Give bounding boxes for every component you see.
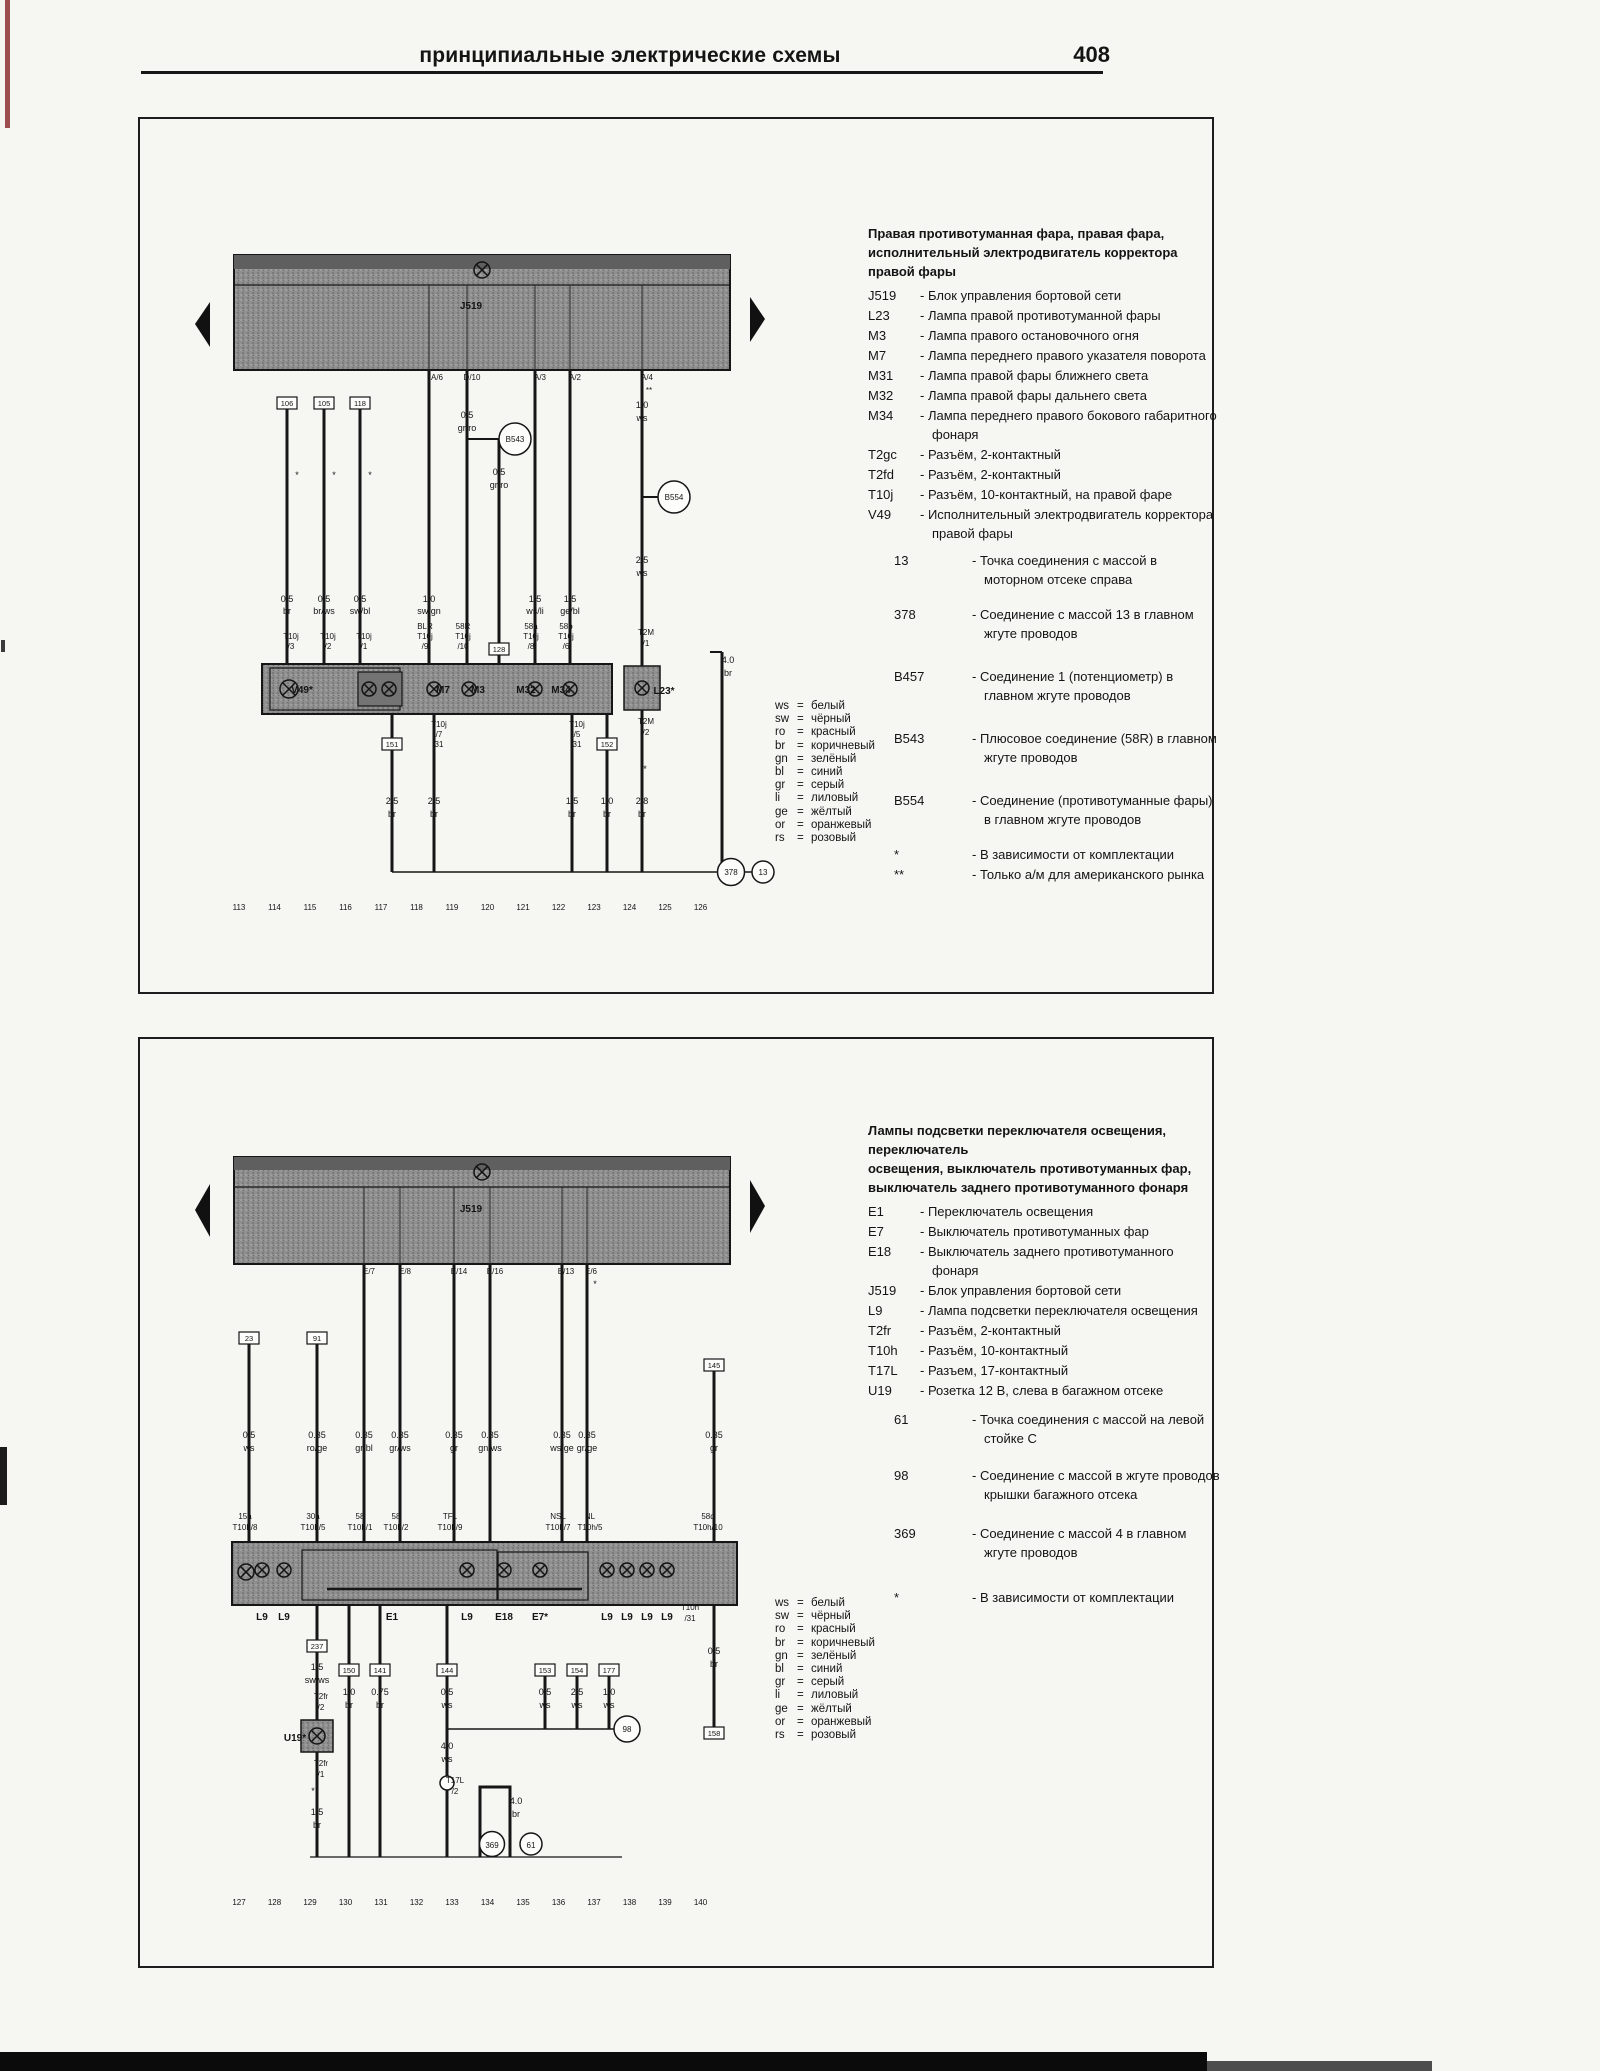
schematic-label: 23 (244, 1334, 254, 1343)
schematic-label: 4.0 (440, 1741, 454, 1751)
wire-color-legend-2 (775, 1597, 895, 1742)
schematic-label: 152 (600, 740, 614, 749)
legend-title: Лампы подсветки переключателя освещения, переключатель освещения, выключатель противотуманных фар, выключатель заднего противотуманного фонаря (868, 1123, 1192, 1195)
schematic-label: M34 (551, 685, 571, 696)
schematic-label: T2fr (313, 1759, 329, 1768)
color-row: br = коричневый (775, 1636, 875, 1649)
legend-entry: T2gc - Разъём, 2-контактный (868, 447, 1061, 462)
schematic-label: ws (243, 1443, 255, 1453)
schematic-label: 0.5 (492, 467, 506, 477)
schematic-label: T10h/1 (347, 1523, 373, 1532)
schematic-label: U19* (283, 1733, 307, 1744)
color-row: sw = чёрный (775, 713, 851, 726)
schematic-label: ro/ge (306, 1443, 328, 1453)
schematic-label: gr/ro (457, 423, 477, 433)
scan-artifact (1207, 2061, 1432, 2071)
schematic-label: 150 (342, 1666, 356, 1675)
schematic-label: 1.5 (528, 594, 542, 604)
schematic-label: br (282, 606, 292, 616)
schematic-label: /9 (421, 642, 429, 651)
schematic-label: 133 (445, 1898, 459, 1907)
schematic-label: L23* (653, 686, 675, 697)
schematic-label: T10j (417, 632, 433, 641)
schematic-label: E/8 (398, 1267, 412, 1276)
schematic-label: 123 (587, 903, 601, 912)
schematic-label: 140 (693, 1898, 708, 1907)
schematic-label: 1.5 (310, 1807, 324, 1817)
scan-artifact (0, 2052, 1207, 2071)
wiring-schematic-right-headlamp (162, 182, 802, 942)
color-row: ws = белый (775, 1597, 845, 1609)
legend-entry: E18 - Выключатель заднего противотуманного фонаря (868, 1244, 1174, 1278)
schematic-label: 151 (385, 740, 399, 749)
schematic-label: 119 (445, 903, 459, 912)
schematic-label: sw/ws (304, 1675, 330, 1685)
schematic-label: br (344, 1700, 354, 1710)
schematic-label: 116 (339, 903, 352, 912)
diagram-frame-right-foglamp (138, 117, 1217, 994)
schematic-label: 58 (355, 1512, 365, 1521)
schematic-label: /2 (324, 642, 332, 651)
schematic-label: 0.5 (280, 594, 294, 604)
schematic-label: T10h/5 (577, 1523, 603, 1532)
schematic-label: 137 (587, 1898, 601, 1907)
legend-entry: M31 - Лампа правой фары ближнего света (868, 368, 1149, 383)
schematic-label: M7 (436, 685, 450, 696)
schematic-label: ws (539, 1700, 551, 1710)
legend-entry: L9 - Лампа подсветки переключателя освещения (868, 1303, 1198, 1318)
schematic-label: TFL (442, 1512, 458, 1521)
color-row: gr = серый (775, 1676, 845, 1689)
schematic-label: 127 (232, 1898, 246, 1907)
schematic-label: A/6 (430, 373, 444, 382)
schematic-label: T10j (455, 632, 471, 641)
header-rule (141, 71, 1103, 74)
color-row: ge = жёлтый (775, 805, 852, 818)
schematic-label: L9 (461, 1612, 473, 1623)
legend-entry: J519 - Блок управления бортовой сети (868, 288, 1122, 303)
schematic-label: 106 (280, 399, 294, 408)
color-row: gn = зелёный (775, 1649, 857, 1662)
schematic-label: br (709, 1659, 719, 1669)
color-row: rs = розовый (775, 1729, 857, 1742)
schematic-label: 0.35 (391, 1430, 409, 1440)
schematic-label: 115 (303, 903, 317, 912)
legend-entry: E7 - Выключатель противотуманных фар (868, 1224, 1149, 1239)
legend-entry: M32 - Лампа правой фары дальнего света (868, 388, 1147, 403)
schematic-label: 0.35 (705, 1430, 723, 1440)
schematic-label: 58 (391, 1512, 401, 1521)
schematic-label: T10j (523, 632, 539, 641)
legend-entry: 61 - Точка соединения с массой на левой стойке C (894, 1412, 1205, 1446)
legend-entry: J519 - Блок управления бортовой сети (868, 1283, 1122, 1298)
schematic-label: E/13 (557, 1267, 575, 1276)
schematic-label: T10j (283, 632, 299, 641)
schematic-label: 144 (440, 1666, 454, 1675)
schematic-label: 2.5 (570, 1687, 584, 1697)
schematic-label: A/3 (533, 373, 547, 382)
schematic-label: 128 (492, 645, 506, 654)
schematic-label: * (332, 470, 336, 480)
color-row: ro = красный (775, 1623, 856, 1636)
schematic-label: br/ws (313, 606, 335, 616)
schematic-label: NSL (550, 1512, 566, 1521)
legend-entry: T10h - Разъём, 10-контактный (868, 1343, 1069, 1358)
schematic-label: gr/ge (576, 1443, 598, 1453)
page-number: 408 (1073, 42, 1110, 67)
schematic-label: /1 (317, 1770, 325, 1779)
schematic-label: /7 (435, 730, 443, 739)
legend-entry: 13 - Точка соединения с массой в моторном отсеке справа (894, 553, 1158, 587)
legend-entry: 98 - Соединение с массой в жгуте проводов крышки багажного отсека (894, 1468, 1220, 1502)
schematic-label: /10 (457, 642, 469, 651)
schematic-label: 136 (551, 1898, 566, 1907)
schematic-label: sw/gn (417, 606, 441, 616)
schematic-label: 153 (538, 1666, 552, 1675)
color-row: rs = розовый (775, 832, 857, 845)
schematic-label: 4.0 (509, 1796, 523, 1806)
schematic-label: br (602, 809, 612, 819)
schematic-label: ** (645, 386, 653, 395)
schematic-label: /5 (573, 730, 581, 739)
schematic-label: 0.35 (355, 1430, 373, 1440)
schematic-label: 117 (374, 903, 388, 912)
schematic-label: M3 (471, 685, 485, 696)
schematic-label: 0.5 (538, 1687, 552, 1697)
legend-entry: B543 - Плюсовое соединение (58R) в главном жгуте проводов (894, 731, 1217, 765)
schematic-label: 0.5 (242, 1430, 256, 1440)
schematic-label: * (643, 764, 647, 774)
color-row: li = лиловый (775, 1689, 859, 1702)
schematic-label: 139 (658, 1898, 672, 1907)
scan-artifact (5, 0, 10, 128)
scan-artifact (0, 1447, 7, 1505)
legend-entry: B554 - Соединение (противотуманные фары) в главном жгуте проводов (894, 793, 1213, 827)
schematic-label: 132 (409, 1898, 424, 1907)
schematic-label: 1.0 (635, 400, 649, 410)
schematic-label: 1.0 (422, 594, 436, 604)
schematic-label: 114 (268, 903, 281, 912)
schematic-label: 30a (306, 1512, 320, 1521)
schematic-label: A/2 (568, 373, 582, 382)
schematic-label: ws (636, 568, 648, 578)
right-arrow-icon (750, 1180, 765, 1233)
schematic-label: /8 (527, 642, 535, 651)
schematic-label: ws (603, 1700, 615, 1710)
schematic-label: * (311, 1786, 315, 1796)
schematic-label: 134 (480, 1898, 495, 1907)
schematic-label: E/14 (450, 1267, 468, 1276)
schematic-label: T10h (680, 1603, 700, 1612)
color-row: or = оранжевый (775, 818, 872, 831)
schematic-label: ws (571, 1700, 583, 1710)
schematic-label: 1.5 (565, 796, 579, 806)
schematic-label: /1 (360, 642, 368, 651)
schematic-label: 141 (373, 1666, 387, 1675)
schematic-label: V49* (291, 685, 313, 696)
legend-entry: 369 - Соединение с массой 4 в главном жгуте проводов (894, 1526, 1187, 1560)
schematic-label: 121 (516, 903, 530, 912)
schematic-label: 118 (354, 399, 366, 408)
schematic-label: 58a (524, 622, 538, 631)
schematic-label: L9 (641, 1612, 653, 1623)
schematic-label: 113 (232, 903, 246, 912)
legend-entry: T2fr - Разъём, 2-контактный (868, 1323, 1061, 1338)
schematic-label: 15a (238, 1512, 252, 1521)
schematic-label: * (295, 470, 299, 480)
color-row: bl = синий (775, 1663, 843, 1676)
schematic-label: br (375, 1700, 385, 1710)
legend-entry: B457 - Соединение 1 (потенциометр) в главном жгуте проводов (894, 669, 1174, 703)
schematic-label: 2.8 (635, 796, 649, 806)
schematic-label: 98 (622, 1725, 632, 1734)
schematic-label: 0.35 (445, 1430, 463, 1440)
schematic-label: 58R (455, 622, 471, 631)
schematic-label: T2fr (313, 1692, 329, 1701)
schematic-label: NL (584, 1512, 596, 1521)
schematic-label: 138 (622, 1898, 637, 1907)
color-row: gr = серый (775, 779, 845, 792)
right-arrow-icon (750, 297, 765, 342)
color-row: bl = синий (775, 766, 843, 779)
schematic-label: 4.0 (721, 655, 735, 665)
schematic-label: 124 (622, 903, 637, 912)
schematic-label: B543 (505, 435, 525, 444)
color-row: sw = чёрный (775, 1610, 851, 1623)
schematic-label: 126 (693, 903, 708, 912)
color-row: ws = белый (775, 700, 845, 712)
schematic-label: br (312, 1820, 322, 1830)
schematic-label: 131 (374, 1898, 388, 1907)
legend-diagram1 (868, 224, 1220, 885)
schematic-label: gn/ws (478, 1443, 502, 1453)
schematic-label: 135 (516, 1898, 530, 1907)
color-row: gn = зелёный (775, 752, 857, 765)
schematic-label: 0.5 (707, 1646, 721, 1656)
schematic-label: BLR (417, 622, 433, 631)
page-title: принципиальные электрические схемы (419, 44, 841, 67)
schematic-label: 0.5 (317, 594, 331, 604)
legend-entry: V49 - Исполнительный электродвигатель корректора правой фары (868, 507, 1214, 541)
schematic-label: 0.5 (440, 1687, 454, 1697)
schematic-label: 1.5 (563, 594, 577, 604)
schematic-label: 0.35 (308, 1430, 326, 1440)
schematic-label: * (593, 1279, 597, 1289)
schematic-label: /2 (642, 728, 650, 737)
legend-note: * - В зависимости от комплектации (894, 847, 1175, 862)
schematic-label: gr (449, 1443, 459, 1453)
schematic-label: E/7 (362, 1267, 376, 1276)
legend-note: * - В зависимости от комплектации (894, 1590, 1175, 1605)
schematic-label: 0.5 (353, 594, 367, 604)
schematic-label: J519 (459, 301, 483, 312)
schematic-label: T10h/9 (437, 1523, 463, 1532)
legend-entry: T17L - Разъем, 17-контактный (868, 1363, 1069, 1378)
schematic-label: /6 (562, 642, 570, 651)
diagram-frame-light-switch (138, 1037, 1220, 1968)
schematic-label: 61 (526, 1841, 536, 1850)
scan-artifact (1, 640, 5, 652)
schematic-label: T10j (569, 720, 585, 729)
legend-entry: M34 - Лампа переднего правого бокового габаритного фонаря (868, 408, 1217, 442)
schematic-label: 130 (338, 1898, 353, 1907)
legend-entry: L23 - Лампа правой противотуманной фары (868, 308, 1161, 323)
wiring-schematic-light-switch (162, 1142, 802, 1942)
legend-entry: M7 - Лампа переднего правого указателя поворота (868, 348, 1206, 363)
wire-color-legend-1 (775, 700, 895, 845)
schematic-label: br (567, 809, 577, 819)
legend-entry: E1 - Переключатель освещения (868, 1204, 1094, 1219)
schematic-label: B554 (664, 493, 684, 502)
schematic-label: E7* (531, 1612, 549, 1623)
schematic-label: /3 (287, 642, 295, 651)
schematic-label: 2.5 (635, 555, 649, 565)
schematic-label: T2M (638, 717, 654, 726)
schematic-label: 31 (434, 740, 444, 749)
schematic-label: 378 (724, 868, 738, 877)
schematic-label: 128 (267, 1898, 282, 1907)
schematic-label: 154 (570, 1666, 584, 1675)
schematic-label: A/4 (640, 373, 654, 382)
schematic-label: gr (709, 1443, 719, 1453)
color-row: ge = жёлтый (775, 1702, 852, 1715)
legend-entry: 378 - Соединение с массой 13 в главном жгуте проводов (894, 607, 1194, 641)
schematic-label: 105 (317, 399, 331, 408)
schematic-label: 177 (602, 1666, 616, 1675)
schematic-label: E/6 (584, 1267, 598, 1276)
schematic-label: 1.0 (600, 796, 614, 806)
schematic-label: 31 (572, 740, 582, 749)
schematic-label: gr/bl (355, 1443, 373, 1453)
schematic-label: L9 (278, 1612, 290, 1623)
schematic-label: ws/ge (550, 1443, 574, 1453)
schematic-label: T10h/8 (232, 1523, 258, 1532)
schematic-label: br (723, 668, 733, 678)
schematic-label: L9 (601, 1612, 613, 1623)
legend-entry: T10j - Разъём, 10-контактный, на правой фаре (868, 487, 1173, 502)
schematic-label: sw/bl (349, 606, 371, 616)
schematic-label: 0.5 (460, 410, 474, 420)
schematic-label: D/10 (463, 373, 481, 382)
schematic-label: /2 (451, 1787, 459, 1796)
schematic-label: T10h/5 (300, 1523, 326, 1532)
junctions (392, 423, 774, 886)
left-arrow-icon (195, 302, 210, 347)
schematic-label: /1 (642, 639, 650, 648)
schematic-label: 118 (410, 903, 423, 912)
legend-diagram2 (868, 1121, 1220, 1608)
schematic-label: T10j (320, 632, 336, 641)
schematic-label: M32 (516, 685, 536, 696)
schematic-label: 120 (480, 903, 495, 912)
schematic-label: 1.0 (602, 1687, 616, 1697)
schematic-label: gr/ro (489, 480, 509, 490)
schematic-label: br (387, 809, 397, 819)
junctions (310, 1716, 640, 1857)
schematic-label: 145 (707, 1361, 721, 1370)
schematic-label: * (368, 470, 372, 480)
schematic-label: 129 (303, 1898, 317, 1907)
color-row: or = оранжевый (775, 1715, 872, 1728)
schematic-label: 0.35 (578, 1430, 596, 1440)
schematic-label: 91 (312, 1334, 322, 1343)
schematic-label: /31 (684, 1614, 696, 1623)
schematic-label: E18 (495, 1612, 513, 1623)
schematic-label: T17L (445, 1776, 465, 1785)
schematic-label: 58d (701, 1512, 715, 1521)
left-arrow-icon (195, 1184, 210, 1237)
color-row: li = лиловый (775, 792, 859, 805)
schematic-label: E1 (385, 1612, 399, 1623)
schematic-label: T10j (558, 632, 574, 641)
schematic-label: ws (636, 413, 648, 423)
schematic-label: 125 (658, 903, 672, 912)
schematic-label: 122 (551, 903, 566, 912)
schematic-label: 237 (310, 1642, 324, 1651)
schematic-label: 2.5 (427, 796, 441, 806)
schematic-label: T2M (638, 628, 654, 637)
schematic-label: 0.35 (481, 1430, 499, 1440)
schematic-label: /2 (317, 1703, 325, 1712)
schematic-label: 13 (758, 868, 768, 877)
schematic-label: T10j (356, 632, 372, 641)
schematic-label: 1.0 (342, 1687, 356, 1697)
schematic-label: br (429, 809, 439, 819)
color-row: ro = красный (775, 726, 856, 739)
legend-entry: T2fd - Разъём, 2-контактный (868, 467, 1061, 482)
schematic-label: T10h/10 (693, 1523, 723, 1532)
schematic-label: 369 (485, 1841, 499, 1850)
schematic-label: L9 (661, 1612, 673, 1623)
schematic-label: ws/li (526, 606, 544, 616)
schematic-label: L9 (621, 1612, 633, 1623)
legend-title: Правая противотуманная фара, правая фара, исполнительный электродвигатель корректора правой фары (868, 226, 1178, 279)
schematic-label: 158 (707, 1729, 721, 1738)
bus-bar-j519 (195, 255, 765, 370)
component-band-light-switch (232, 1542, 737, 1605)
schematic-label: 1.5 (310, 1662, 324, 1672)
legend-entry: U19 - Розетка 12 В, слева в багажном отсеке (868, 1383, 1164, 1398)
schematic-label: gr/ws (389, 1443, 411, 1453)
schematic-label: 0.35 (553, 1430, 571, 1440)
schematic-label: E/16 (486, 1267, 504, 1276)
schematic-label: 0.75 (371, 1687, 389, 1697)
schematic-label: J519 (459, 1204, 483, 1215)
color-row: br = коричневый (775, 739, 875, 752)
schematic-label: 58b (559, 622, 573, 631)
schematic-label: T10h/2 (383, 1523, 409, 1532)
schematic-label: br (637, 809, 647, 819)
legend-note: ** - Только а/м для американского рынка (894, 867, 1205, 882)
schematic-label: T10h/7 (545, 1523, 571, 1532)
schematic-label: br (511, 1809, 521, 1819)
schematic-label: ws (441, 1700, 453, 1710)
schematic-label: L9 (256, 1612, 268, 1623)
schematic-label: 2.5 (385, 796, 399, 806)
schematic-label: ws (441, 1754, 453, 1764)
schematic-label: ge/bl (560, 606, 580, 616)
legend-entry: M3 - Лампа правого остановочного огня (868, 328, 1139, 343)
schematic-label: T10j (431, 720, 447, 729)
